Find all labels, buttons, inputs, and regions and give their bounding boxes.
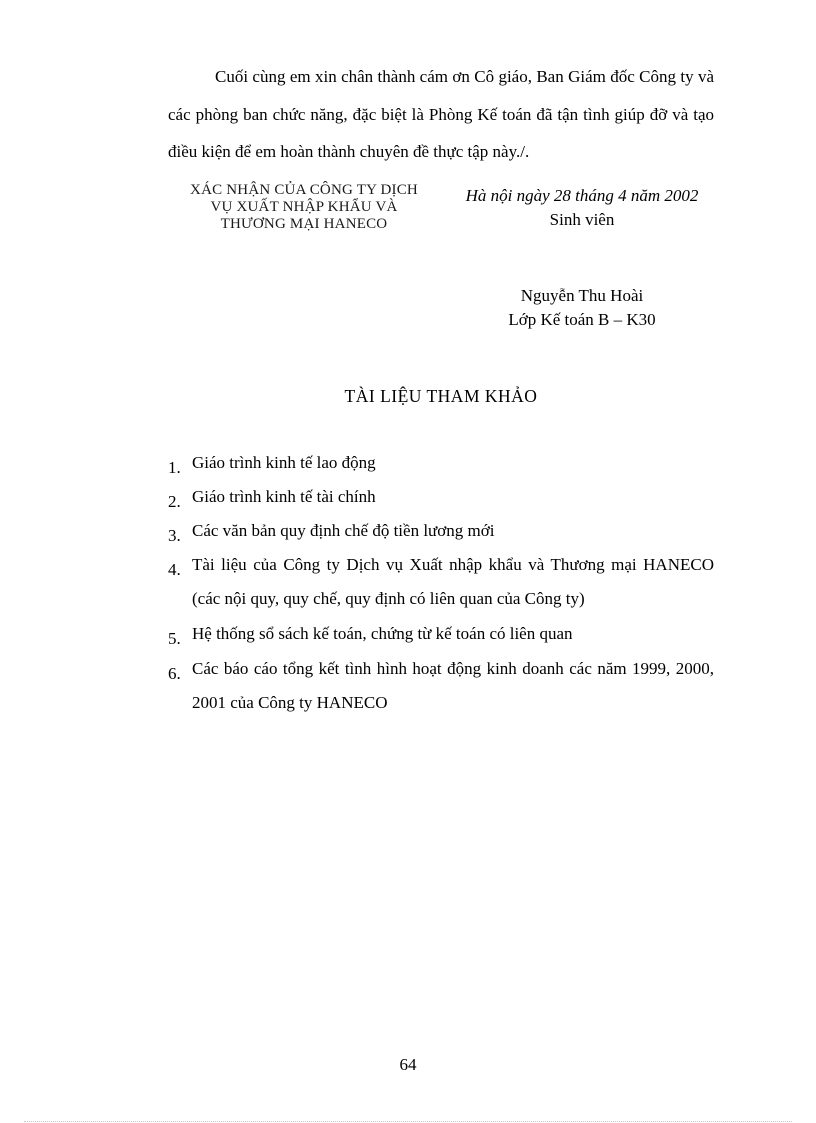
closing-paragraph: Cuối cùng em xin chân thành cám ơn Cô giáo, Ban Giám đốc Công ty và các phòng ban chức năng, đặc biệt là Phòng Kế toán đã tận tình giúp đỡ và tạo điều kiện để em hoàn thành chuyên đề thực tập này./. <box>168 67 714 161</box>
reference-number: 4. <box>168 560 181 579</box>
confirmation-line: VỤ XUẤT NHẬP KHẨU VÀ <box>210 199 398 215</box>
reference-text: Hệ thống sổ sách kế toán, chứng từ kế toán có liên quan <box>192 624 573 643</box>
place-and-date: Hà nội ngày 28 tháng 4 năm 2002 <box>465 186 699 205</box>
reference-number: 5. <box>168 629 181 648</box>
confirmation-line: XÁC NHẬN CỦA CÔNG TY DỊCH <box>190 182 418 198</box>
signer-name: Nguyễn Thu Hoài <box>520 286 644 305</box>
reference-number: 6. <box>168 664 181 683</box>
reference-number: 2. <box>168 492 181 511</box>
reference-number: 3. <box>168 526 181 545</box>
reference-text: Tài liệu của Công ty Dịch vụ Xuất nhập khẩu và Thương mại HANECO (các nội quy, quy chế, quy định có liên quan của Công ty) <box>192 555 714 608</box>
reference-number: 1. <box>168 458 181 477</box>
reference-text: Giáo trình kinh tế lao động <box>192 453 376 472</box>
reference-text: Giáo trình kinh tế tài chính <box>192 487 376 506</box>
page-number: 64 <box>399 1055 417 1074</box>
signer-role: Sinh viên <box>549 210 615 229</box>
confirmation-line: THƯƠNG MẠI HANECO <box>220 216 388 232</box>
reference-text: Các báo cáo tổng kết tình hình hoạt động kinh doanh các năm 1999, 2000, 2001 của Công ty HANECO <box>192 659 714 712</box>
references-heading: TÀI LIỆU THAM KHẢO <box>344 386 538 406</box>
page-bottom-rule <box>24 1121 792 1122</box>
reference-text: Các văn bản quy định chế độ tiền lương mới <box>192 521 495 540</box>
signer-class: Lớp Kế toán B – K30 <box>508 310 656 329</box>
